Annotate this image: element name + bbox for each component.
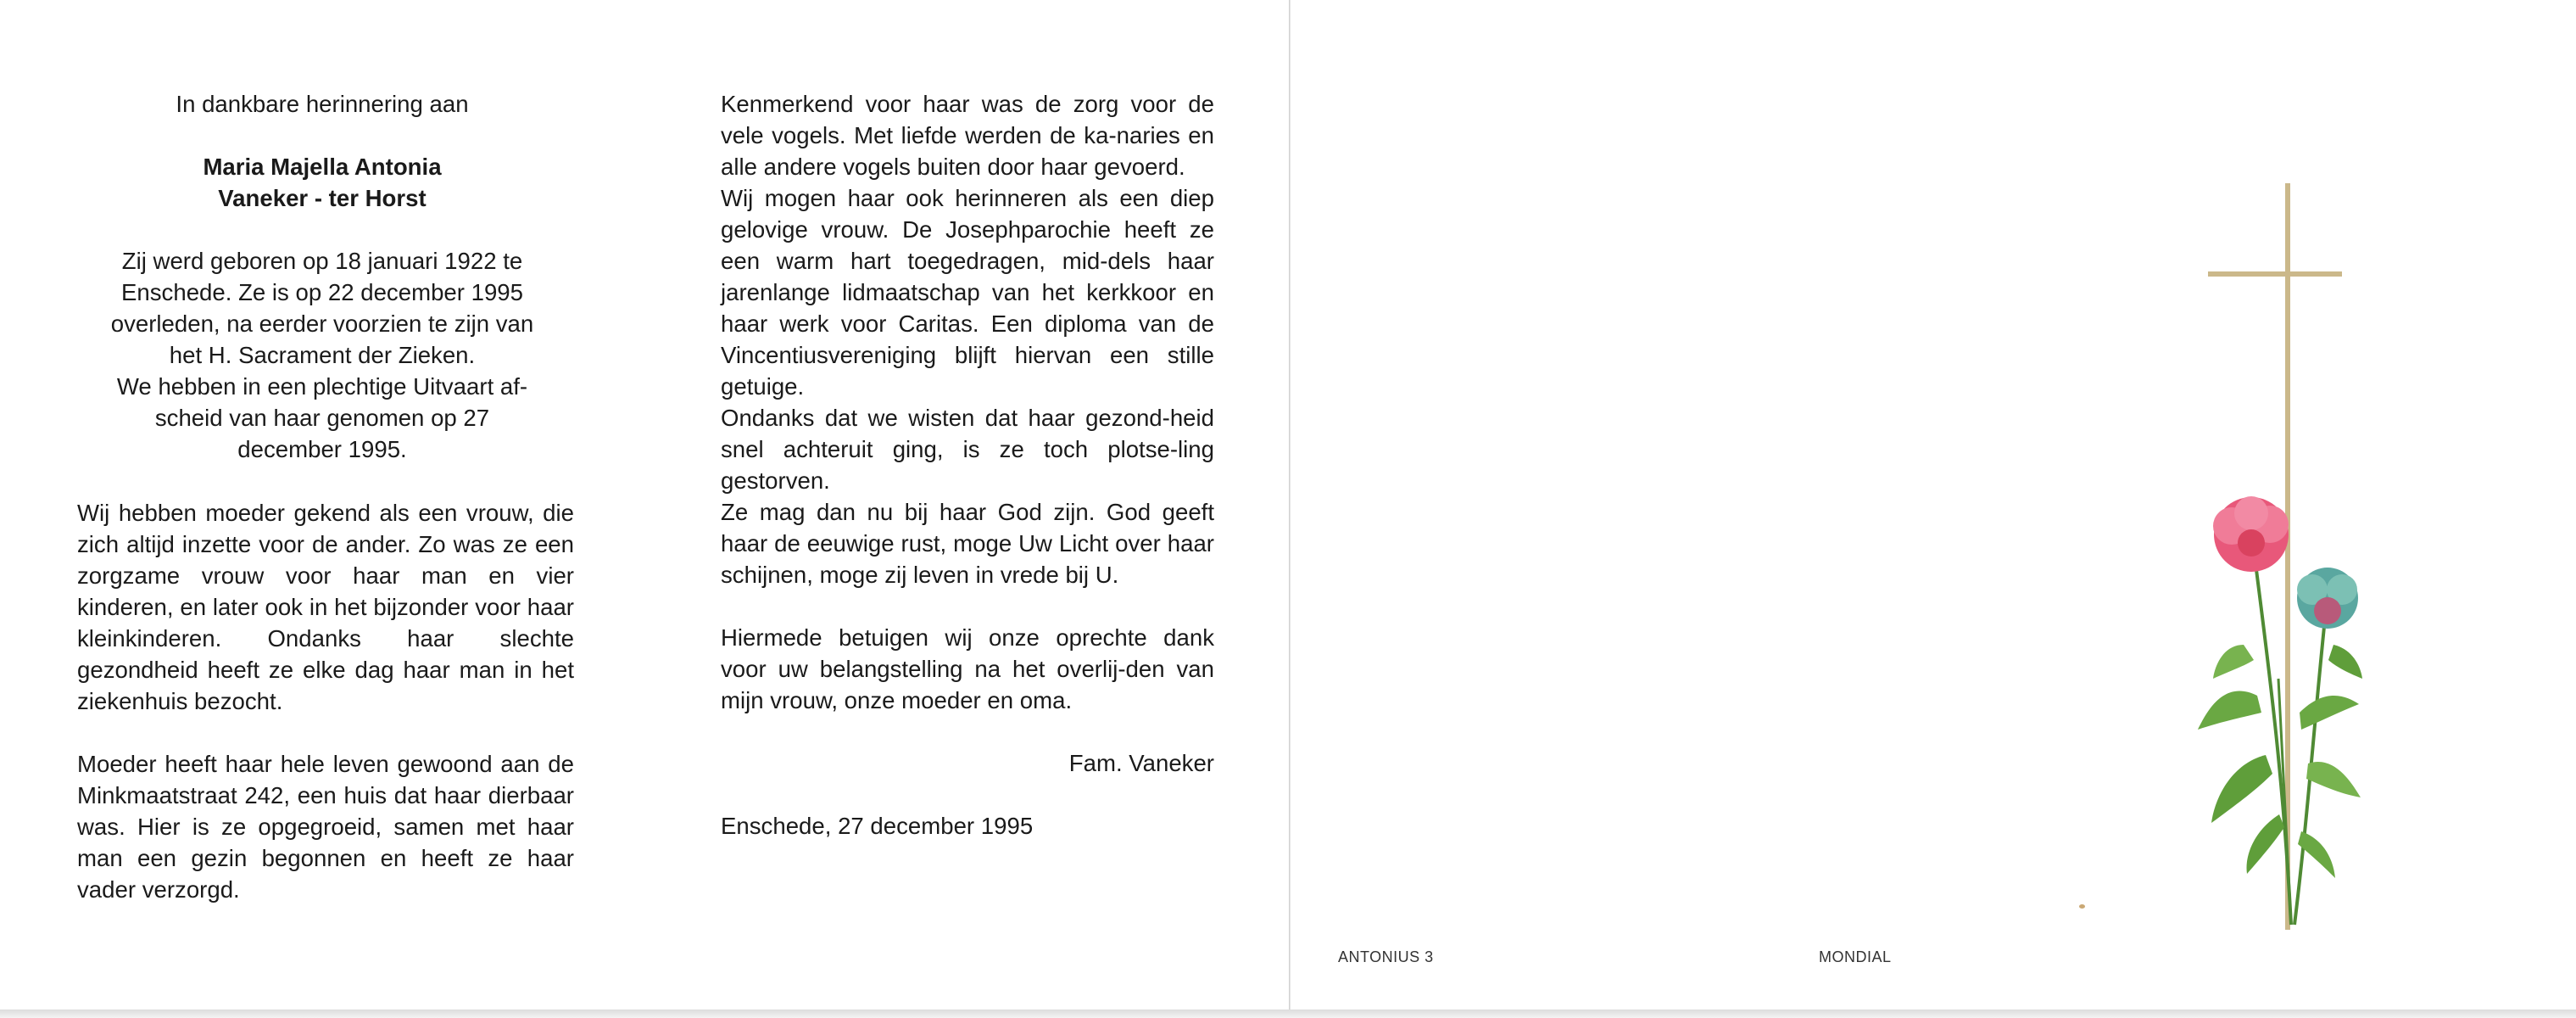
print-code: ANTONIUS 3: [1338, 948, 1434, 965]
publisher-label: MONDIAL: [1819, 948, 1892, 965]
place-date: Enschede, 27 december 1995: [721, 813, 1034, 839]
card-bottom-edge: [0, 1010, 2576, 1018]
intro-line: Enschede. Ze is op 22 december 1995: [121, 279, 523, 305]
paragraph: Kenmerkend voor haar was de zorg voor de vele vogels. Met liefde werden de ka-naries en alle andere vogels buiten door haar gevoerd.: [721, 91, 1214, 180]
pink-flower-icon: [2213, 496, 2289, 572]
memorial-heading: In dankbare herinnering aan: [176, 91, 469, 117]
paper-speck: [2079, 904, 2085, 909]
deceased-name-line2: Vaneker - ter Horst: [218, 185, 427, 211]
card-panel-left: [0, 0, 644, 1010]
body-text-middle: [721, 88, 1214, 842]
deceased-name-line1: Maria Majella Antonia: [203, 154, 442, 180]
card-panel-middle: [644, 0, 1289, 1010]
paragraph: Hiermede betuigen wij onze oprechte dank voor uw belangstelling na het overlij-den van mijn vrouw, onze moeder en oma.: [721, 624, 1214, 713]
paragraph: Ze mag dan nu bij haar God zijn. God geeft haar de eeuwige rust, moge Uw Licht over haar schijnen, moge zij leven in vrede bij U.: [721, 499, 1214, 588]
cross-with-flowers-icon: [2172, 170, 2461, 950]
heading-block: [76, 88, 568, 465]
signature: Fam. Vaneker: [1068, 750, 1214, 776]
intro-line: december 1995.: [237, 436, 407, 462]
paragraph: Moeder heeft haar hele leven gewoond aan de Minkmaatstraat 242, een huis dat haar dierbaar was. Hier is ze opgegroeid, samen met haar man een gezin begonnen en heeft ze haar vader verzorgd.: [77, 751, 574, 903]
card-panel-cover: [1291, 0, 2576, 1010]
intro-line: We hebben in een plechtige Uitvaart af-: [116, 373, 528, 400]
intro-line: Zij werd geboren op 18 januari 1922 te: [121, 248, 523, 274]
paragraph: Wij hebben moeder gekend als een vrouw, die zich altijd inzette voor de ander. Zo was ze een zorgzame vrouw voor haar man en vier kinderen, en later ook in het bijzonder voor haar kleinkinderen. Ondanks haar slechte gezondheid heeft ze elke dag haar man in het ziekenhuis bezocht.: [77, 500, 574, 714]
intro-line: scheid van haar genomen op 27: [154, 405, 490, 431]
paragraph: Ondanks dat we wisten dat haar gezond-heid snel achteruit ging, is ze toch plotse-ling gestorven.: [721, 405, 1214, 494]
intro-line: het H. Sacrament der Zieken.: [169, 342, 476, 368]
body-text-left: [77, 497, 574, 905]
paragraph: Wij mogen haar ook herinneren als een diep gelovige vrouw. De Josephparochie heeft ze een warm hart toegedragen, mid-dels haar jarenlange lidmaatschap van het kerkkoor en haar werk voor Caritas. Een diploma van de Vincentiusvereniging blijft hiervan een stille getuige.: [721, 185, 1214, 400]
teal-flower-icon: [2297, 568, 2358, 629]
intro-line: overleden, na eerder voorzien te zijn van: [110, 310, 534, 337]
